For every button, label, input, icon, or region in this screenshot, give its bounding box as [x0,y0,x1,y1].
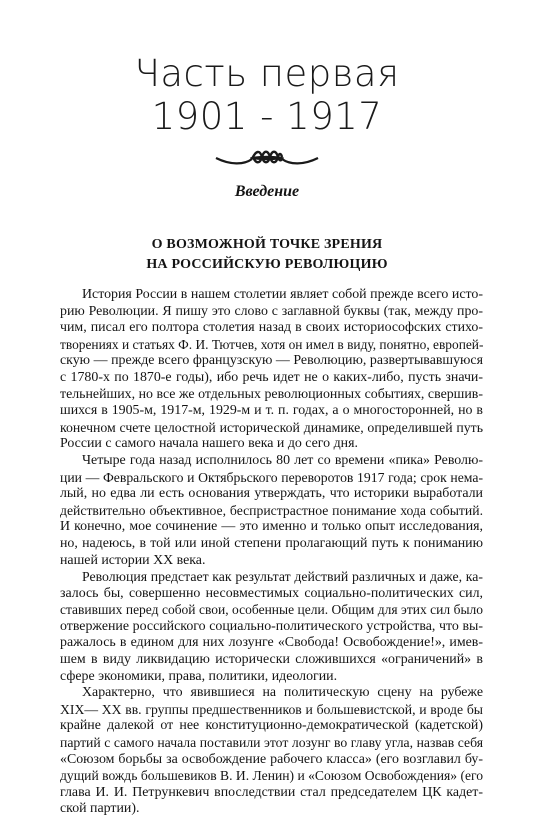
ornament-divider-icon [212,148,322,168]
text-line: конечном счете целостной исторической динамике, определившей путь [60,419,483,435]
text-line: глава И. И. Петрункевич впоследствии стал председателем ЦК кадет- [60,784,483,800]
text-line: скую — прежде всего французскую — Революцию, развертывавшуюся [60,353,483,369]
text-line: История России в нашем столетии являет собой прежде всего исто- [82,287,483,302]
part-years: 1901 - 1917 [151,95,383,138]
text-line: крайне далекой от нее конституционно-демократической (кадетской) [60,718,483,734]
essay-title-line-2: НА РОССИЙСКУЮ РЕВОЛЮЦИЮ [146,257,388,272]
paragraph-1 [60,287,483,453]
text-line: И конечно, мое сочинение — это именно и только опыт исследования, [60,519,483,535]
paragraph-2 [60,453,483,569]
text-line: отвержение российского социально-политического устройства, что вы- [60,618,483,634]
part-title: Часть первая [134,52,400,95]
text-line: творениях и статьях Ф. И. Тютчев, хотя он имел в виду, понятно, европей- [60,336,484,352]
text-line: ражалось в едином для них лозунге «Свобода! Освобождение!», имев- [60,635,483,651]
paragraph-4 [60,685,483,818]
text-line: чим, писал его полтора столетия назад в своих историософских стихо- [60,320,483,336]
text-line: с 1780-х по 1870-е годы), ибо речь идет не о каких-либо, пусть значи- [60,369,483,385]
text-line: тельнейших, но все же отдельных революционных событиях, свершив- [60,386,483,402]
text-line: шем в виду ликвидацию исторически сложившихся «ограничений» в [60,652,483,668]
text-line: лый, но едва ли есть основания утверждать, что историки выработали [60,486,483,502]
text-line: «Союзом борьбы за освобождение рабочего класса» (его возглавил бу- [60,751,483,767]
text-line: Характерно, что явившиеся на политическую сцену на рубеже [82,685,483,701]
text-line: залось бы, совершенно несовместимых социально-политических сил, [60,585,483,601]
text-line: партий с самого начала поставили этот лозунг во главу угла, назвав себя [60,735,483,751]
text-line: ской партии). [60,801,140,817]
text-line: но, надеюсь, в той или иной степени пролагающий путь к пониманию [60,535,483,551]
text-line: России с самого начала нашего века и до сего дня. [60,436,358,452]
essay-title-line-1: О ВОЗМОЖНОЙ ТОЧКЕ ЗРЕНИЯ [151,237,383,252]
text-line: ции — Февральского и Октябрьского переворотов 1917 года; срок нема- [60,469,483,485]
text-line: ставивших перед собой свои, особенные цели. Общим для этих сил было [60,602,483,618]
text-line: XIX— XX вв. группы предшественников и большевистской, и вроде бы [60,701,483,717]
text-line: нашей истории XX века. [60,552,206,568]
text-line: Четыре года назад исполнилось 80 лет со времени «пика» Револю- [82,452,483,468]
paragraph-3 [60,569,483,685]
section-heading-introduction: Введение [234,183,300,200]
text-line: дущий вождь большевиков В. И. Ленин) и «Союзом Освобождения» (его [60,768,484,784]
text-line: рию Революции. Я пишу это слово с заглавной буквы (так, между про- [60,303,483,319]
text-line: шихся в 1905-м, 1917-м, 1929-м и т. п. годах, а о многосторонней, но в [60,403,483,419]
essay-title [0,235,534,275]
text-line: Революция предстает как результат действий различных и даже, ка- [82,569,483,585]
text-line: действительно объективное, беспристрастное понимание хода событий. [60,502,483,518]
text-line: сфере экономики, права, политики, идеологии. [60,668,338,684]
body-text [60,287,483,818]
